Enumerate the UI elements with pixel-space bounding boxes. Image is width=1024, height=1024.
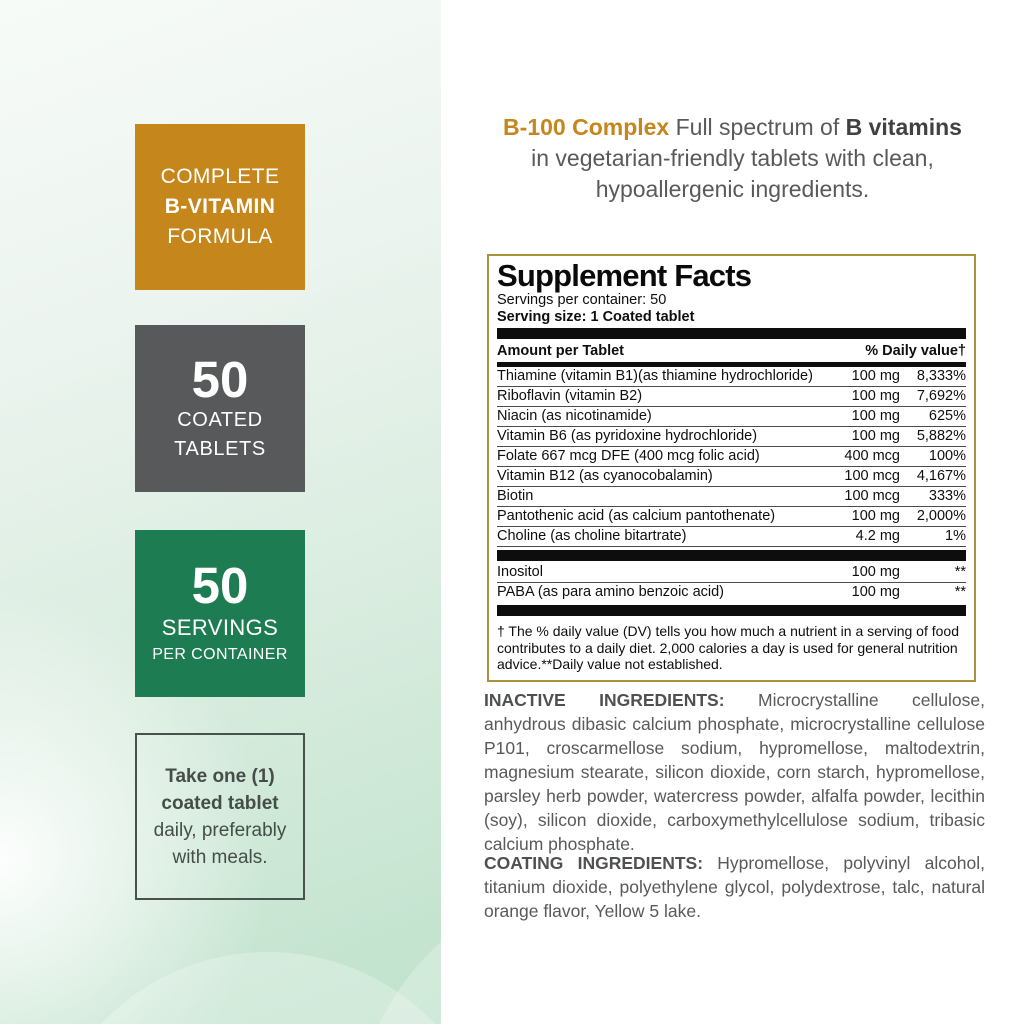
badge-line: FORMULA xyxy=(167,225,273,248)
facts-rows-secondary xyxy=(497,563,966,602)
nutrient-name: Riboflavin (vitamin B2) xyxy=(497,388,643,404)
facts-row xyxy=(497,563,966,583)
nutrient-dv: 2,000% xyxy=(916,508,966,524)
headline-lead: Full spectrum of xyxy=(669,114,846,140)
directions-line: with meals. xyxy=(172,846,268,868)
nutrient-amount: 100 mg xyxy=(851,388,900,404)
nutrient-dv: 5,882% xyxy=(916,428,966,444)
nutrient-dv: 1% xyxy=(945,528,966,544)
nutrient-dv: ** xyxy=(954,584,966,600)
facts-row xyxy=(497,467,966,487)
badge-line: COMPLETE xyxy=(160,165,280,188)
facts-row xyxy=(497,447,966,467)
facts-row xyxy=(497,487,966,507)
nutrient-amount: 100 mg xyxy=(851,564,900,580)
left-green-panel xyxy=(0,0,441,1024)
nutrient-dv: 333% xyxy=(928,488,966,504)
facts-row xyxy=(497,507,966,527)
divider-bar xyxy=(497,328,966,339)
decorative-circle xyxy=(38,952,441,1024)
nutrient-name: Vitamin B12 (as cyanocobalamin) xyxy=(497,468,713,484)
facts-row xyxy=(497,407,966,427)
directions-line: daily, preferably xyxy=(153,819,287,841)
coating-ingredients-text: Hypromellose, polyvinyl alcohol, titanium dioxide, polyethylene glycol, polydextrose, talc, natural orange flavor, Yellow 5 lake. xyxy=(484,853,985,921)
nutrient-amount: 100 mg xyxy=(851,408,900,424)
facts-row xyxy=(497,527,966,547)
nutrient-name: Choline (as choline bitartrate) xyxy=(497,528,687,544)
nutrient-amount: 100 mcg xyxy=(844,488,900,504)
nutrient-amount: 100 mcg xyxy=(844,468,900,484)
nutrient-name: Pantothenic acid (as calcium pantothenate) xyxy=(497,508,776,524)
facts-row xyxy=(497,427,966,447)
nutrient-name: PABA (as para amino benzoic acid) xyxy=(497,584,725,600)
inactive-ingredients-label: INACTIVE INGREDIENTS: xyxy=(484,690,725,710)
nutrient-dv: 8,333% xyxy=(916,368,966,384)
badge-tablet-count xyxy=(135,325,305,492)
nutrient-name: Biotin xyxy=(497,488,534,504)
badge-complete-formula xyxy=(135,124,305,290)
badge-line: B-VITAMIN xyxy=(164,195,276,218)
nutrient-amount: 4.2 mg xyxy=(855,528,900,544)
divider-bar xyxy=(497,550,966,561)
directions-line: Take one (1) xyxy=(165,765,275,787)
inactive-ingredients xyxy=(484,688,985,856)
facts-header-row xyxy=(497,341,966,361)
nutrient-name: Niacin (as nicotinamide) xyxy=(497,408,652,424)
nutrient-dv: 4,167% xyxy=(916,468,966,484)
badge-number: 50 xyxy=(191,557,249,614)
nutrient-amount: 100 mg xyxy=(851,584,900,600)
headline-line2: in vegetarian-friendly tablets with clean, xyxy=(531,145,934,171)
facts-col-daily-value: % Daily value† xyxy=(865,343,966,359)
nutrient-name: Thiamine (vitamin B1)(as thiamine hydrochloride) xyxy=(497,368,813,384)
facts-serving-size: Serving size: 1 Coated tablet xyxy=(497,308,695,325)
facts-rows-main xyxy=(497,367,966,547)
headline-line3: hypoallergenic ingredients. xyxy=(595,176,870,202)
nutrient-dv: 625% xyxy=(928,408,966,424)
nutrient-amount: 100 mg xyxy=(851,428,900,444)
nutrient-name: Inositol xyxy=(497,564,543,580)
coating-ingredients-label: COATING INGREDIENTS: xyxy=(484,853,704,873)
supplement-facts-panel xyxy=(487,254,976,682)
headline-emphasis: B vitamins xyxy=(845,114,962,140)
badge-number: 50 xyxy=(191,350,249,408)
inactive-ingredients-text: Microcrystalline cellulose, anhydrous dibasic calcium phosphate, microcrystalline cellulose P101, croscarmellose sodium, hypromellose, maltodextrin, magnesium stearate, silicon dioxide, corn starch, hypromellose, parsley herb powder, watercress powder, alfalfa powder, lecithin (soy), silicon dioxide, carboxymethylcellulose sodium, tribasic calcium phosphate. xyxy=(484,690,985,854)
facts-footnote: † The % daily value (DV) tells you how much a nutrient in a serving of food contributes to a daily diet. 2,000 calories a day is used for general nutrition advice.**Daily value not established. xyxy=(497,623,959,672)
badge-servings-count xyxy=(135,530,305,697)
facts-row xyxy=(497,387,966,407)
directions-box xyxy=(135,733,305,900)
nutrient-amount: 400 mcg xyxy=(844,448,900,464)
facts-col-nutrient: Amount per Tablet xyxy=(497,343,625,359)
badge-line: COATED xyxy=(177,408,263,431)
directions-line: coated tablet xyxy=(161,792,279,814)
divider-bar xyxy=(497,605,966,616)
nutrient-dv: ** xyxy=(954,564,966,580)
product-headline xyxy=(441,112,1024,205)
badge-line: PER CONTAINER xyxy=(152,646,288,663)
nutrient-name: Vitamin B6 (as pyridoxine hydrochloride) xyxy=(497,428,758,444)
nutrient-amount: 100 mg xyxy=(851,368,900,384)
coating-ingredients xyxy=(484,851,985,923)
facts-title: Supplement Facts xyxy=(497,258,752,293)
product-name: B-100 Complex xyxy=(503,114,670,140)
badge-line: SERVINGS xyxy=(161,615,279,640)
facts-row xyxy=(497,583,966,602)
nutrient-dv: 7,692% xyxy=(916,388,966,404)
badge-line: TABLETS xyxy=(174,437,266,460)
facts-servings-per-container: Servings per container: 50 xyxy=(497,292,667,308)
nutrient-amount: 100 mg xyxy=(851,508,900,524)
nutrient-name: Folate 667 mcg DFE (400 mcg folic acid) xyxy=(497,448,760,464)
nutrient-dv: 100% xyxy=(928,448,966,464)
facts-row xyxy=(497,367,966,387)
